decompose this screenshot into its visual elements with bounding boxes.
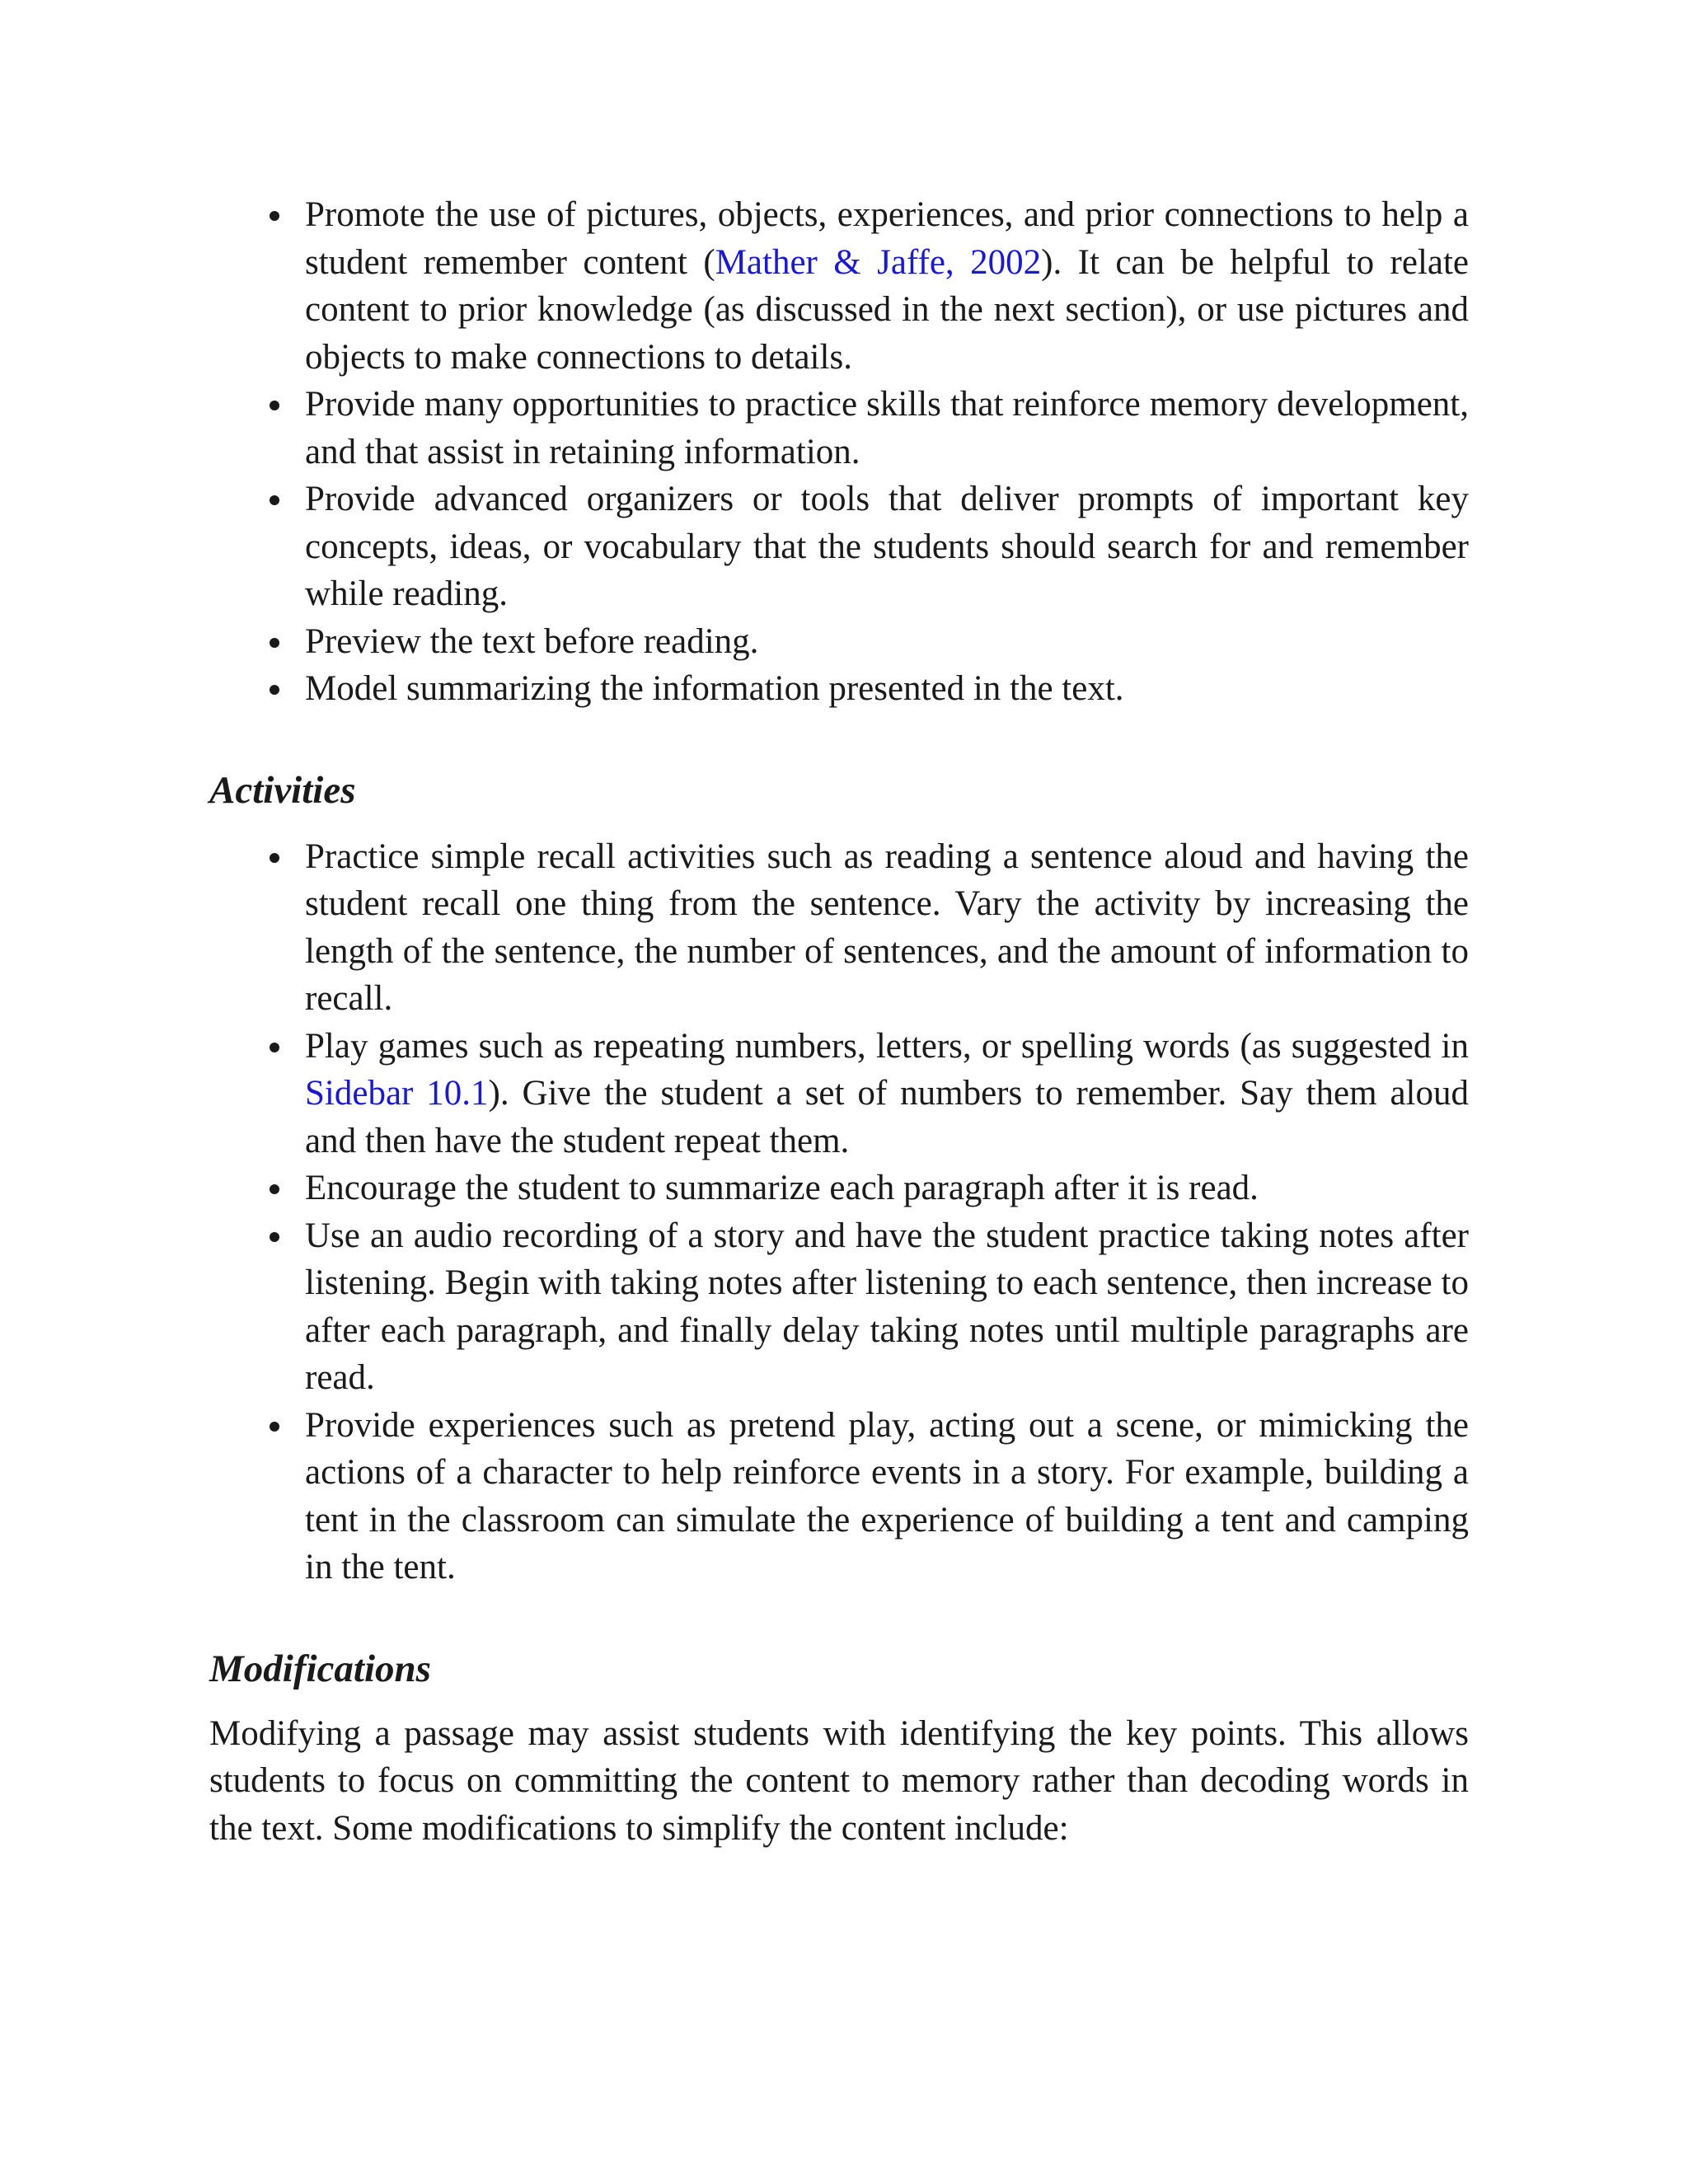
list-item-text: Practice simple recall activities such as reading a sentence aloud and having the student recall one thing from the sentence. Vary the activity by increasing the length of the sentence, the number of sentences, and the amount of information to recall. [305, 837, 1469, 1018]
citation-link-mather-jaffe[interactable]: Mather & Jaffe, 2002 [715, 242, 1042, 282]
bullet-icon [270, 401, 279, 410]
bullet-icon [270, 685, 279, 695]
list-item-text: ). It can be helpful to relate content to prior knowledge (as discussed in the next section), or use pictures and objects to make connections to details. [305, 242, 1470, 377]
list-item [209, 833, 1469, 1023]
list-item [209, 381, 1469, 476]
bullet-icon [270, 1232, 279, 1242]
list-item-text: Provide advanced organizers or tools that deliver prompts of important key concepts, ideas, or vocabulary that the students should search for and remember while reading. [305, 480, 1469, 613]
list-item-text: Play games such as repeating numbers, letters, or spelling words (as suggested in [305, 1026, 1469, 1066]
list-item [209, 1402, 1469, 1591]
list-item [209, 665, 1469, 713]
list-item [209, 1023, 1469, 1165]
bullet-icon [270, 1184, 279, 1194]
list-item [209, 1212, 1469, 1402]
list-item-text: ). Give the student a set of numbers to remember. Say them aloud and then have the student repeat them. [305, 1074, 1470, 1160]
list-item-text: Encourage the student to summarize each paragraph after it is read. [305, 1169, 1259, 1207]
sidebar-reference-link[interactable]: Sidebar 10.1 [305, 1074, 489, 1113]
list-item-text: Model summarizing the information presented in the text. [305, 669, 1124, 708]
list-item-text: Preview the text before reading. [305, 621, 759, 661]
activities-list [209, 833, 1469, 1591]
list-item [209, 191, 1469, 381]
list-item [209, 1165, 1469, 1212]
list-item-text: Provide many opportunities to practice skills that reinforce memory development, and that assist in retaining information. [305, 385, 1469, 471]
bullet-icon [270, 853, 279, 863]
bullet-icon [270, 1422, 279, 1432]
list-item-text: Provide experiences such as pretend play, acting out a scene, or mimicking the actions of a character to help reinforce events in a story. For example, building a tent in the classroom can simulate the experience of building a tent and camping in the tent. [305, 1405, 1469, 1586]
bullet-icon [270, 495, 279, 505]
modifications-paragraph: Modifying a passage may assist students with identifying the key points. This allows students to focus on committing the content to memory rather than decoding words in the text. Some modifications to simplify the content include: [209, 1713, 1469, 1848]
bullet-icon [270, 211, 279, 221]
activities-heading: Activities [209, 768, 356, 812]
bullet-icon [270, 1043, 279, 1052]
bullet-icon [270, 638, 279, 648]
document-page [209, 191, 1469, 1852]
memory-strategies-list [209, 191, 1469, 713]
list-item [209, 476, 1469, 618]
modifications-heading: Modifications [209, 1647, 431, 1690]
list-item-text: Promote the use of pictures, objects, experiences, and prior connections to help a student remember content ( [305, 195, 1469, 282]
list-item-text: Use an audio recording of a story and have the student practice taking notes after listening. Begin with taking notes after listening to each sentence, then increase to after each paragraph, and finally delay taking notes until multiple paragraphs are read. [305, 1216, 1469, 1397]
list-item [209, 618, 1469, 666]
